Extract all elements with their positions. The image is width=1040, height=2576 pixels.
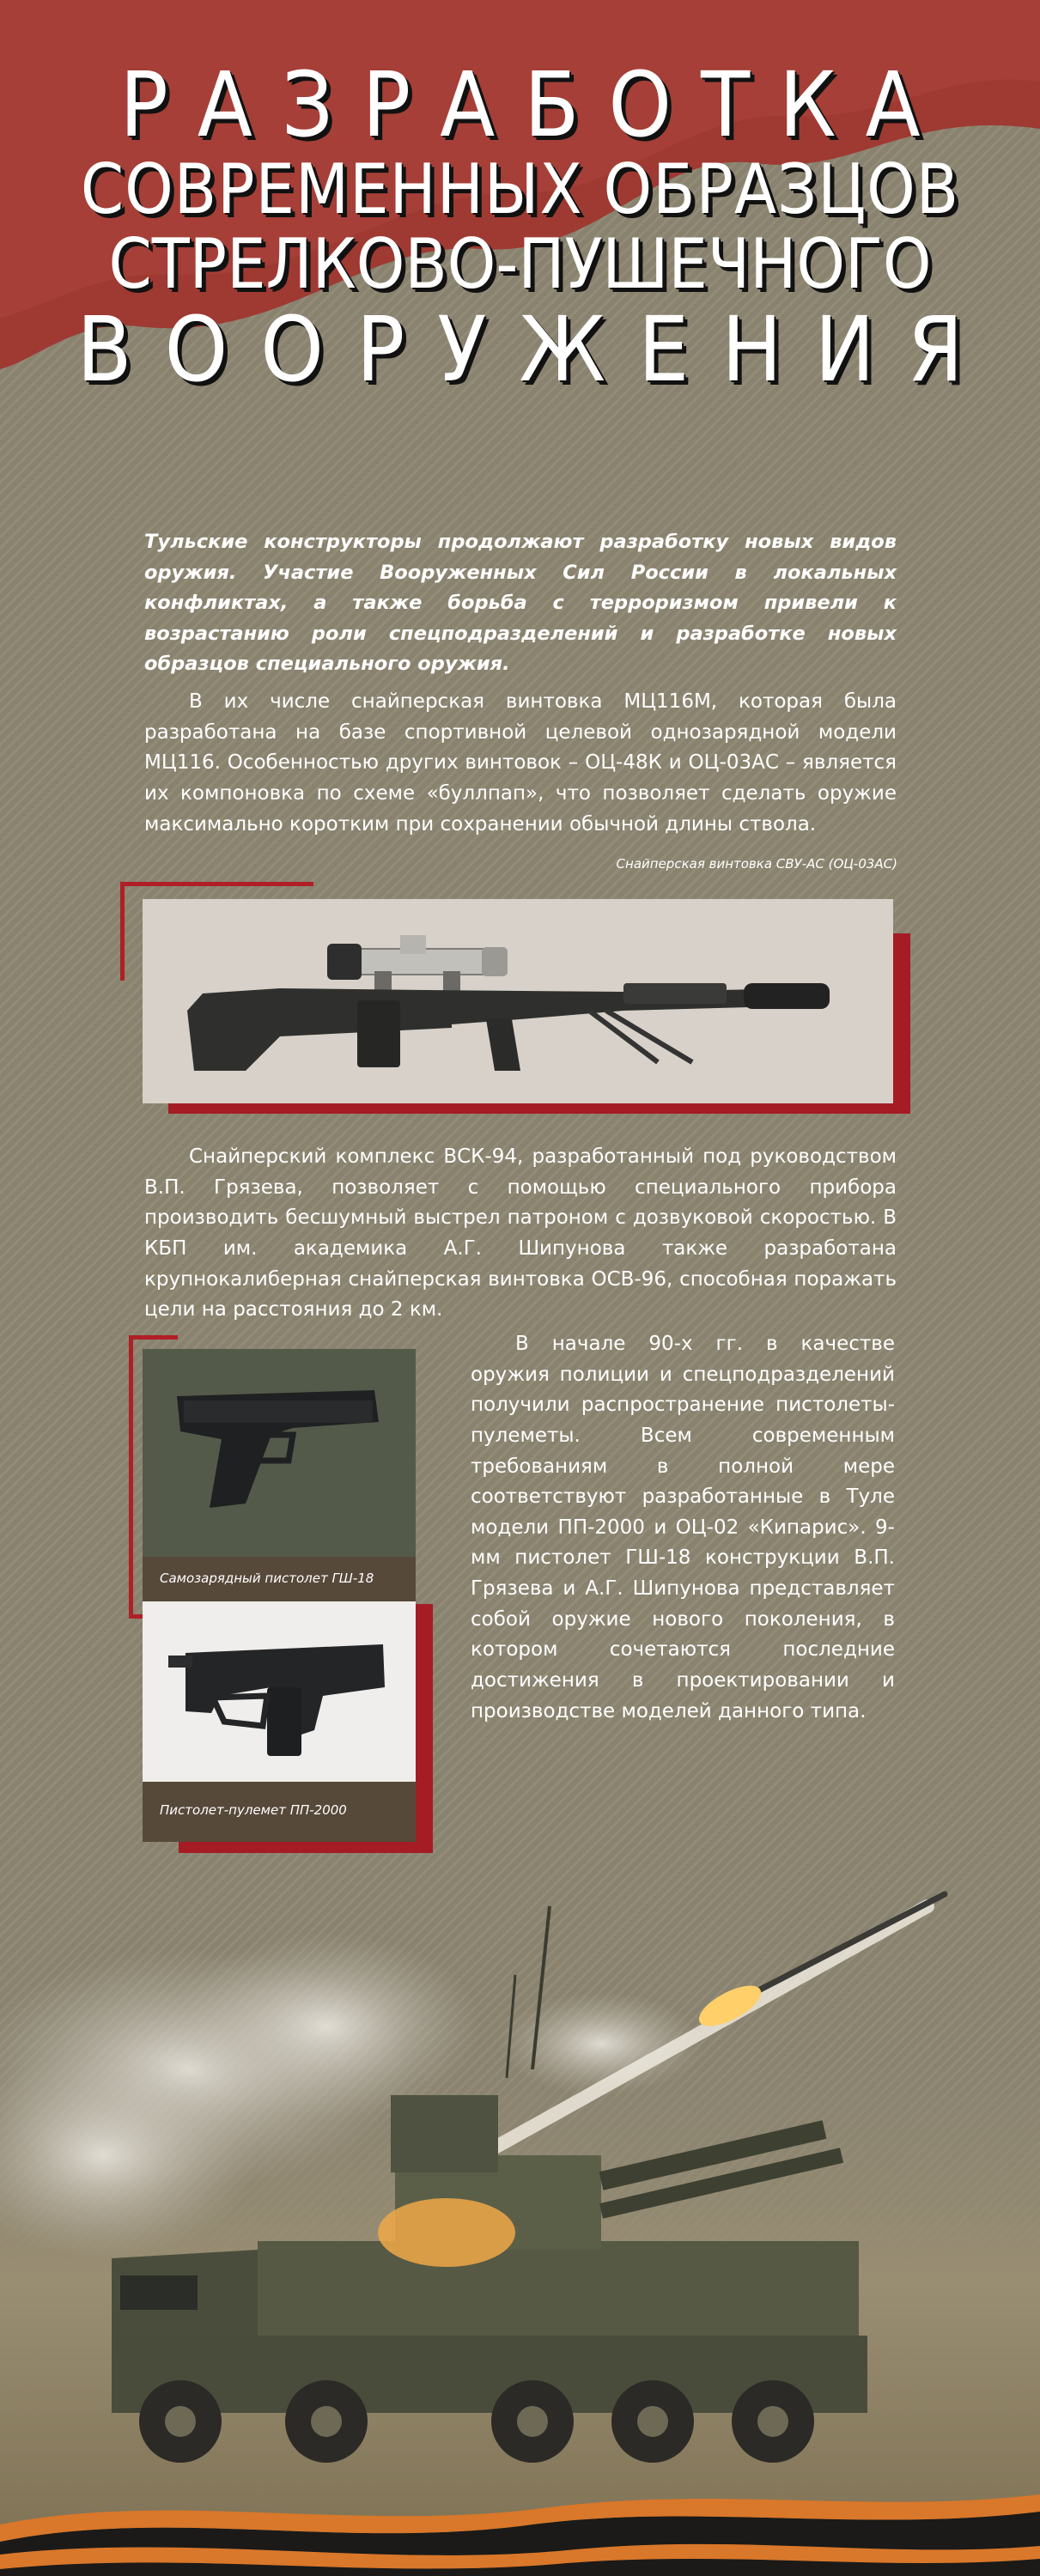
title-line-3: СТРЕЛКОВО-ПУШЕЧНОГО bbox=[108, 223, 932, 304]
paragraph-rifles: В их числе снайперская винтовка МЦ116М, которая была разработана на базе спортивной целевой однозарядной модели МЦ116. Особенностью других винтовок – ОЦ-48К и ОЦ-03АС – является их компоновка по схеме «буллпап», что позволяет сделать оружие максимально коротким при сохранении обычной длины ствола. bbox=[144, 690, 897, 835]
rifle-photo-caption: Снайперская винтовка СВУ-АС (ОЦ-03АС) bbox=[616, 856, 897, 872]
title-line-1: РАЗРАБОТКА bbox=[119, 52, 950, 157]
intro-paragraph: Тульские конструкторы продолжают разработку новых видов оружия. Участие Вооруженных Сил России в локальных конфликтах, а также борьба с терроризмом привели к возрастанию роли спецподразделений и разработке новых образцов специального оружия. bbox=[144, 531, 897, 676]
pantsir-vehicle-photo bbox=[0, 1872, 1040, 2576]
title-line-2: СОВРЕМЕННЫХ ОБРАЗЦОВ bbox=[80, 149, 960, 230]
pistol-gsh18-caption-bar bbox=[143, 1557, 416, 1601]
pistol-gsh18-caption: Самозарядный пистолет ГШ-18 bbox=[160, 1571, 374, 1586]
page-title bbox=[0, 52, 1040, 403]
smg-pp2000-caption-bar bbox=[143, 1782, 416, 1842]
smg-pp2000-photo bbox=[143, 1601, 416, 1782]
title-line-4: ВООРУЖЕНИЯ bbox=[76, 297, 996, 403]
pistol-gsh18-photo bbox=[143, 1349, 416, 1557]
smg-pp2000-caption: Пистолет-пулемет ПП-2000 bbox=[160, 1802, 347, 1818]
paragraph-sniper-complex: Снайперский комплекс ВСК-94, разработанный под руководством В.П. Грязева, позволяет с помощью специального прибора производить бесшумный выстрел патроном с дозвуковой скоростью. В КБП им. академика А.Г. Шипунова также разработана крупнокалиберная снайперская винтовка ОСВ-96, способная поражать цели на расстояния до 2 км. bbox=[144, 1145, 897, 1321]
paragraph-pistols: В начале 90-х гг. в качестве оружия полиции и спецподразделений получили распространение пистолеты-пулеметы. Всем современным требованиям в полной мере соответствуют разработанные в Туле модели ПП-2000 и ОЦ-02 «Кипарис». 9-мм пистолет ГШ-18 конструкции В.П. Грязева и А.Г. Шипунова представляет собой оружие нового поколения, в котором сочетаются последние достижения в проектировании и производстве моделей данного типа. bbox=[471, 1333, 895, 1722]
rifle-photo bbox=[143, 899, 893, 1103]
